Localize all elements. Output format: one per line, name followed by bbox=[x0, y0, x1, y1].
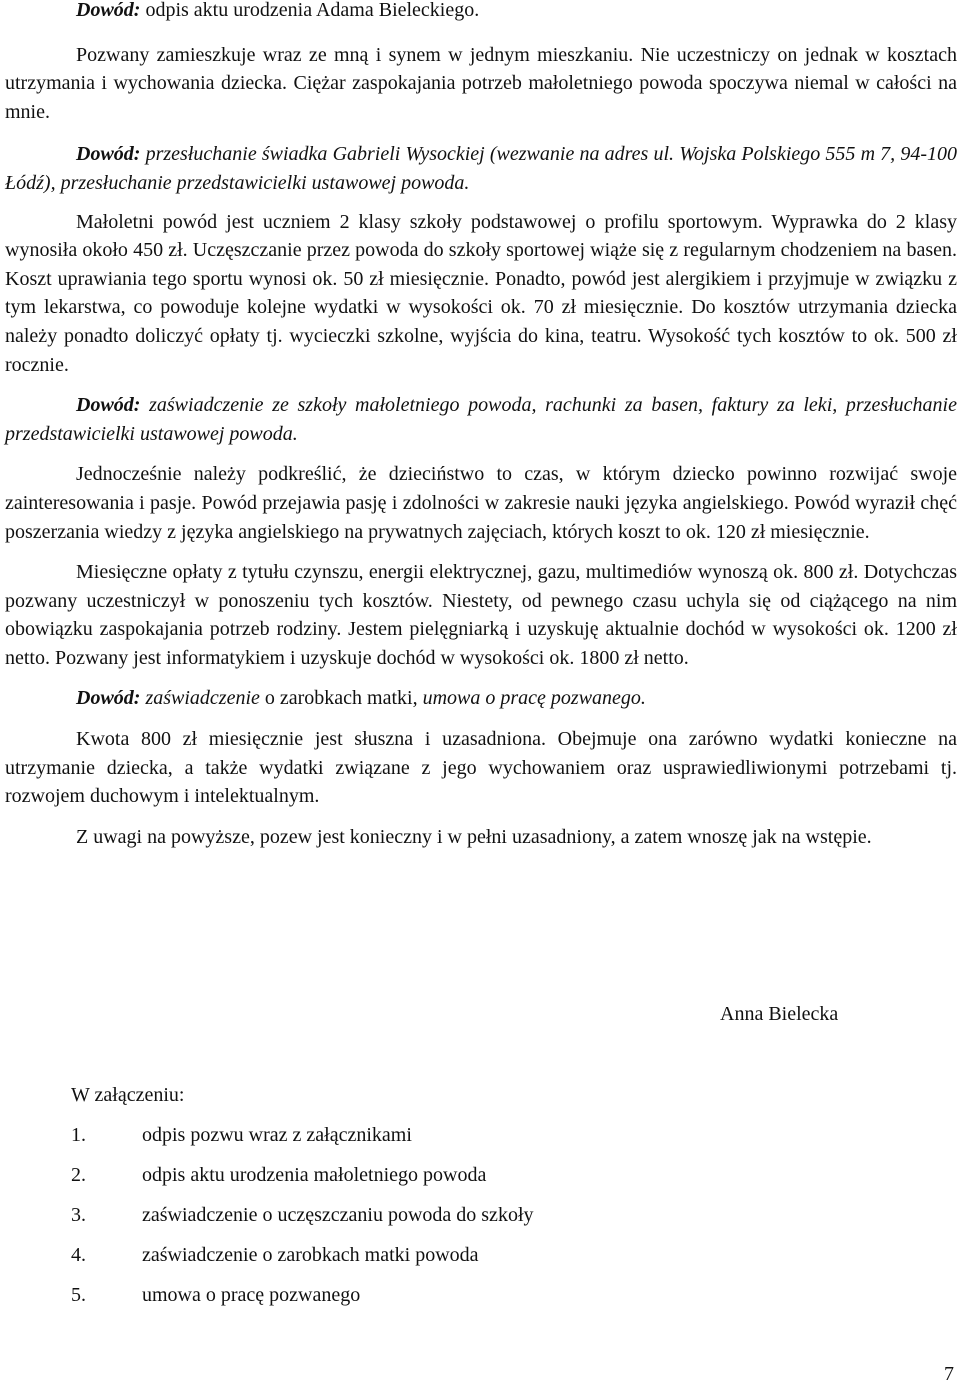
page-number: 7 bbox=[944, 1363, 954, 1385]
paragraph-school-costs: Małoletni powód jest uczniem 2 klasy szkoły podstawowej o profilu sportowym. Wyprawka do 2 klasy wynosiła około 450 zł. Uczęszczanie przez powoda do szkoły sportowej wiąże się z regularnym chodzeniem na basen. Koszt uprawiania tego sportu wynosi ok. 50 zł miesięcznie. Ponadto, powód jest alergikiem i przyjmuje w związku z tym lekarstwa, co powoduje kolejne wydatki w wysokości ok. 70 zł miesięcznie. Do kosztów utrzymania dziecka należy ponadto doliczyć opłaty tj. wycieczki szkolne, wyjścia do kina, teatru. Wysokość tych kosztów to ok. 500 zł rocznie. bbox=[5, 210, 957, 376]
evidence-birth-certificate bbox=[5, 0, 957, 25]
evidence-text: odpis aktu urodzenia Adama Bieleckiego. bbox=[140, 0, 480, 21]
evidence-label: Dowód: bbox=[76, 687, 141, 710]
document-page bbox=[5, 0, 957, 851]
evidence-text: zaświadczenie bbox=[140, 687, 260, 710]
paragraph-conclusion: Z uwagi na powyższe, pozew jest konieczny i w pełni uzasadniony, a zatem wnoszę jak na wstępie. bbox=[76, 825, 872, 848]
evidence-text: umowa o pracę pozwanego. bbox=[422, 687, 646, 710]
list-item bbox=[71, 1161, 534, 1201]
item-number: 4. bbox=[71, 1244, 86, 1266]
evidence-witness bbox=[5, 140, 957, 197]
paragraph-english-lessons: Jednocześnie należy podkreślić, że dzieciństwo to czas, w którym dziecko powinno rozwijać swoje zainteresowania i pasje. Powód przejawia pasję i zdolności w zakresie nauki języka angielskiego. Powód wyraził chęć poszerzania wiedzy z języka angielskiego na prywatnych zajęciach, których koszt to ok. 120 zł miesięcznie. bbox=[5, 463, 957, 543]
attachments-heading: W załączeniu: bbox=[71, 1084, 185, 1106]
evidence-label: Dowód: bbox=[76, 0, 141, 21]
item-text: umowa o pracę pozwanego bbox=[142, 1284, 361, 1306]
paragraph-household-costs: Miesięczne opłaty z tytułu czynszu, energii elektrycznej, gazu, multimediów wynoszą ok. 800 zł. Dotychczas pozwany uczestniczył w ponoszeniu tych kosztów. Niestety, od pewnego czasu uchyla się od ciążącego na nim obowiązku zaspokajania potrzeb rodziny. Jestem pielęgniarką i uzyskuję aktualnie dochód w wysokości ok. 1200 zł netto. Pozwany jest informatykiem i uzyskuje dochód w wysokości ok. 1800 zł netto. bbox=[5, 561, 957, 669]
item-number: 5. bbox=[71, 1284, 86, 1306]
paragraph-cohabitation: Pozwany zamieszkuje wraz ze mną i synem w jednym mieszkaniu. Nie uczestniczy on jednak w kosztach utrzymania i wychowania dziecka. Ciężar zaspokajania potrzeb małoletniego powoda spoczywa niemal w całości na mnie. bbox=[5, 43, 957, 123]
evidence-income bbox=[5, 684, 957, 713]
item-text: odpis pozwu wraz z załącznikami bbox=[142, 1124, 412, 1146]
item-text: odpis aktu urodzenia małoletniego powoda bbox=[142, 1164, 487, 1186]
item-number: 1. bbox=[71, 1124, 86, 1146]
signature: Anna Bielecka bbox=[720, 1003, 839, 1025]
evidence-school-documents bbox=[5, 391, 957, 448]
evidence-text: przesłuchanie świadka Gabrieli Wysockiej (wezwanie na adres ul. Wojska Polskiego 555 m 7, 94-100 Łódź), przesłuchanie przedstawicielki ustawowej powoda. bbox=[5, 143, 957, 194]
evidence-label: Dowód: bbox=[76, 394, 141, 417]
evidence-text: zaświadczenie ze szkoły małoletniego powoda, rachunki za basen, faktury za leki, przesłuchanie przedstawicielki ustawowej powoda. bbox=[5, 394, 957, 445]
list-item bbox=[71, 1201, 534, 1241]
item-text: zaświadczenie o uczęszczaniu powoda do szkoły bbox=[142, 1204, 534, 1226]
item-text: zaświadczenie o zarobkach matki powoda bbox=[142, 1244, 479, 1266]
list-item bbox=[71, 1281, 534, 1321]
evidence-text: o zarobkach matki, bbox=[259, 687, 423, 710]
item-number: 3. bbox=[71, 1204, 86, 1226]
evidence-label: Dowód: bbox=[76, 143, 141, 166]
list-item bbox=[71, 1241, 534, 1281]
paragraph-amount-justification: Kwota 800 zł miesięcznie jest słuszna i uzasadniona. Obejmuje ona zarówno wydatki konieczne na utrzymanie dziecka, a także wydatki związane z jego wychowaniem oraz usprawiedliwionymi potrzebami tj. rozwojem duchowym i intelektualnym. bbox=[5, 728, 957, 808]
attachments-list bbox=[71, 1121, 534, 1321]
list-item bbox=[71, 1121, 534, 1161]
item-number: 2. bbox=[71, 1164, 86, 1186]
